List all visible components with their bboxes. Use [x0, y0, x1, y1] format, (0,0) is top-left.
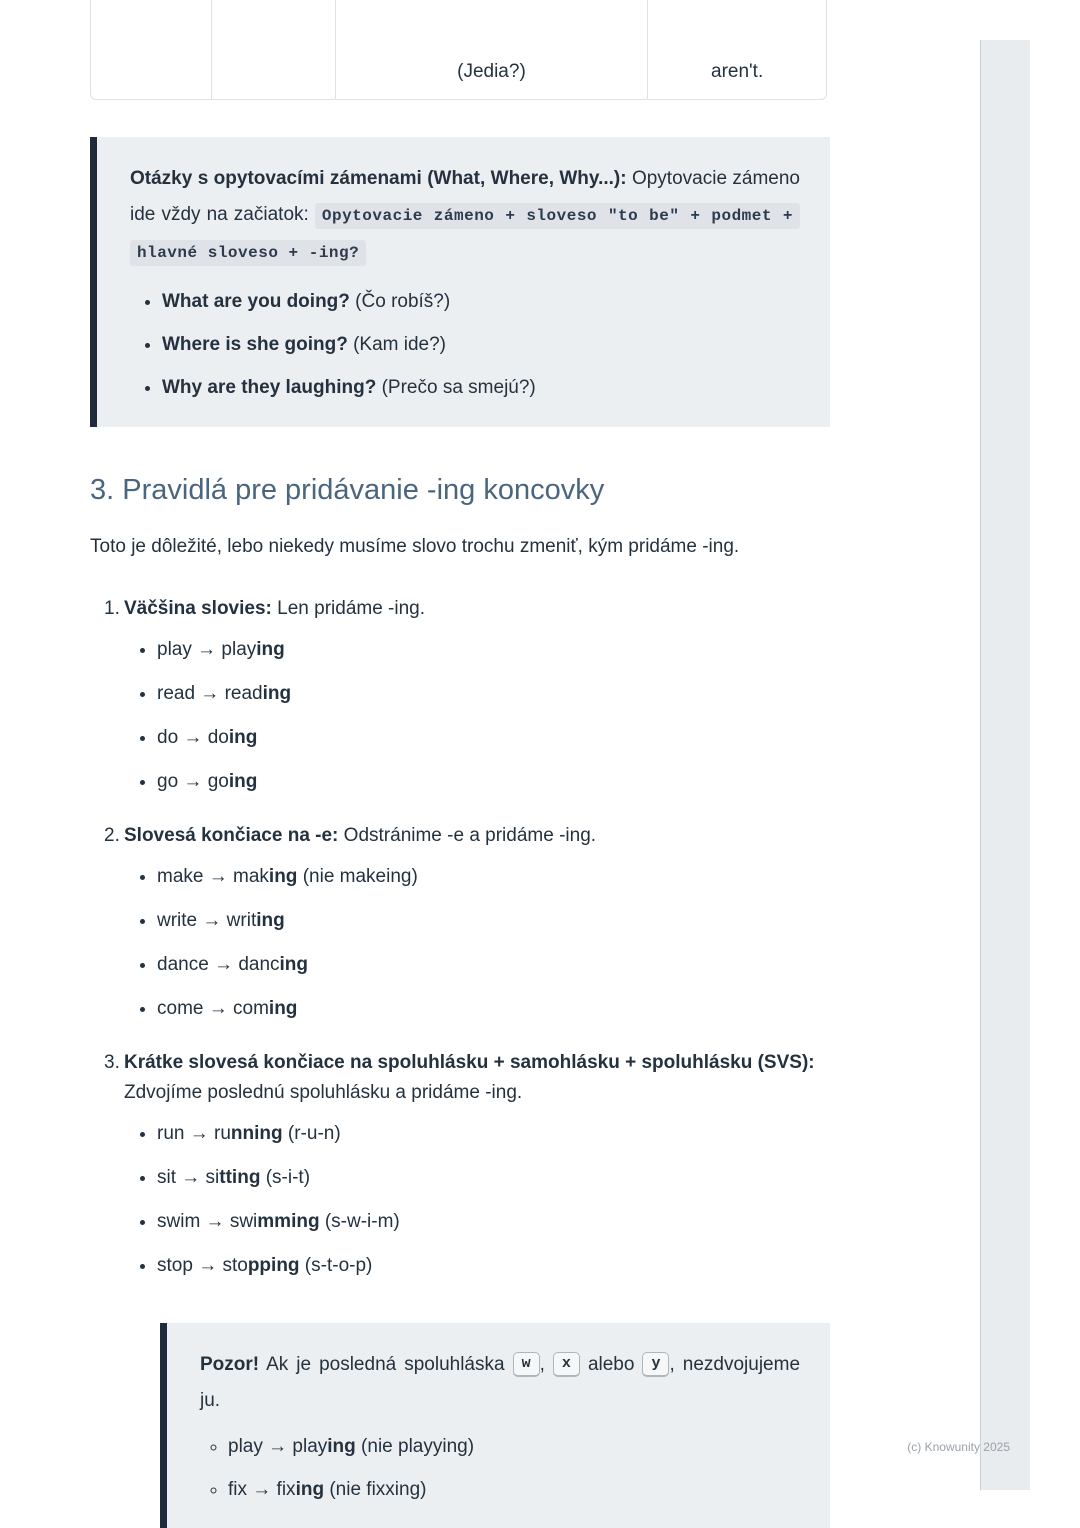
pozor-title: Pozor! — [200, 1354, 260, 1375]
rule-number: 3. — [104, 1052, 120, 1073]
example-pre: play → play — [228, 1436, 328, 1457]
example-post: (s-i-t) — [260, 1167, 311, 1188]
rule-3 — [90, 1048, 830, 1279]
table-fragment — [90, 0, 827, 100]
example-item — [157, 995, 830, 1022]
example-pre: run → ru — [157, 1123, 231, 1144]
questions-callout — [90, 137, 830, 427]
example-item — [157, 680, 830, 707]
section-heading: 3. Pravidlá pre pridávanie -ing koncovky — [90, 474, 605, 506]
questions-callout-intro — [130, 161, 800, 271]
example-bold: ing — [295, 1479, 325, 1500]
example-post: (nie makeing) — [297, 866, 418, 887]
pozor-example-list — [200, 1434, 800, 1503]
table-cell — [91, 0, 212, 99]
example-pre: do → do — [157, 727, 229, 748]
example-item — [157, 1252, 830, 1279]
question-translation: (Prečo sa smejú?) — [376, 377, 536, 398]
example-pre: read → read — [157, 683, 263, 704]
example-bold: mming — [257, 1211, 320, 1232]
rule-examples — [90, 1120, 830, 1279]
example-pre: make → mak — [157, 866, 269, 887]
rule-2 — [90, 821, 830, 1022]
questions-example-list — [130, 289, 800, 401]
rule-number: 2. — [104, 825, 120, 846]
rule-1 — [90, 594, 830, 795]
example-item — [228, 1434, 800, 1460]
pozor-segment: Ak je posledná spoluhláska — [259, 1354, 513, 1375]
example-bold: ing — [268, 998, 298, 1019]
rules-list — [90, 594, 830, 1279]
content-column — [90, 0, 830, 1528]
example-pre: fix → fix — [228, 1479, 296, 1500]
question-translation: (Čo robíš?) — [349, 291, 451, 312]
example-item — [157, 1120, 830, 1147]
rule-number: 1. — [104, 598, 120, 619]
question-bold: Why are they laughing? — [162, 377, 377, 398]
example-bold: ing — [262, 683, 292, 704]
formula-code: Opytovacie zámeno + sloveso "to be" + podmet + hlavné sloveso + -ing? — [130, 203, 800, 266]
example-bold: ing — [256, 639, 285, 660]
rule-title: Väčšina slovies: — [124, 598, 272, 619]
example-post: (s-t-o-p) — [299, 1255, 373, 1276]
scrollbar-track[interactable] — [980, 40, 1030, 1490]
example-pre: stop → sto — [157, 1255, 248, 1276]
rule-head — [90, 594, 830, 624]
question-example-item — [162, 332, 800, 358]
example-bold: ing — [279, 954, 309, 975]
example-item — [157, 907, 830, 934]
question-bold: What are you doing? — [162, 291, 350, 312]
example-post: (r-u-n) — [282, 1123, 341, 1144]
rule-head — [90, 1048, 830, 1108]
example-bold: pping — [247, 1255, 300, 1276]
question-example-item — [162, 375, 800, 401]
example-item — [157, 951, 830, 978]
example-pre: swim → swi — [157, 1211, 258, 1232]
example-pre: write → writ — [157, 910, 257, 931]
key-x-kbd: x — [553, 1352, 580, 1377]
example-item — [157, 1208, 830, 1235]
section-intro: Toto je dôležité, lebo niekedy musíme slovo trochu zmeniť, kým pridáme -ing. — [90, 536, 740, 557]
rule-title: Krátke slovesá končiace na spoluhlásku + samohlásku + spoluhlásku (SVS): — [124, 1052, 815, 1073]
example-bold: ing — [256, 910, 285, 931]
example-post: (nie fixxing) — [324, 1479, 427, 1500]
example-pre: sit → si — [157, 1167, 220, 1188]
table-cell — [336, 0, 649, 99]
rule-desc: Len pridáme -ing. — [271, 598, 426, 619]
rule-title: Slovesá končiace na -e: — [124, 825, 339, 846]
key-y-kbd: y — [642, 1352, 669, 1377]
example-bold: tting — [219, 1167, 261, 1188]
pozor-segment: , — [539, 1354, 553, 1375]
example-pre: come → com — [157, 998, 269, 1019]
rule-examples — [90, 863, 830, 1022]
example-item — [157, 768, 830, 795]
questions-callout-title: Otázky s opytovacími zámenami (What, Where, Why...): — [130, 168, 627, 189]
key-w-kbd: w — [513, 1352, 540, 1377]
table-cell-text: aren't. — [711, 61, 764, 82]
rule-head — [90, 821, 830, 851]
watermark: (c) Knowunity 2025 — [907, 1440, 1010, 1454]
example-bold: ing — [228, 727, 258, 748]
example-item — [157, 1164, 830, 1191]
table-cell-text: (Jedia?) — [457, 61, 526, 82]
example-pre: go → go — [157, 771, 229, 792]
rule-desc: Zdvojíme poslednú spoluhlásku a pridáme -ing. — [124, 1082, 523, 1103]
example-pre: dance → danc — [157, 954, 280, 975]
example-bold: nning — [230, 1123, 283, 1144]
pozor-callout — [160, 1323, 830, 1528]
table-cell — [648, 0, 826, 99]
example-pre: play → play — [157, 639, 257, 660]
example-bold: ing — [327, 1436, 356, 1457]
pozor-segment: , nezdvojujeme ju. — [200, 1354, 801, 1411]
example-bold: ing — [268, 866, 298, 887]
table-cell — [212, 0, 336, 99]
example-post: (nie playying) — [355, 1436, 475, 1457]
question-bold: Where is she going? — [162, 334, 348, 355]
example-item — [157, 724, 830, 751]
question-example-item — [162, 289, 800, 315]
question-translation: (Kam ide?) — [347, 334, 447, 355]
example-item — [228, 1477, 800, 1503]
questions-callout-lead: Opytovacie zámeno ide vždy na začiatok: — [130, 168, 800, 225]
pozor-segment: alebo — [579, 1354, 643, 1375]
rule-examples — [90, 636, 830, 795]
example-bold: ing — [228, 771, 258, 792]
example-item — [157, 863, 830, 890]
example-post: (s-w-i-m) — [319, 1211, 400, 1232]
pozor-text — [200, 1347, 800, 1419]
example-item — [157, 636, 830, 663]
rule-desc: Odstránime -e a pridáme -ing. — [338, 825, 597, 846]
